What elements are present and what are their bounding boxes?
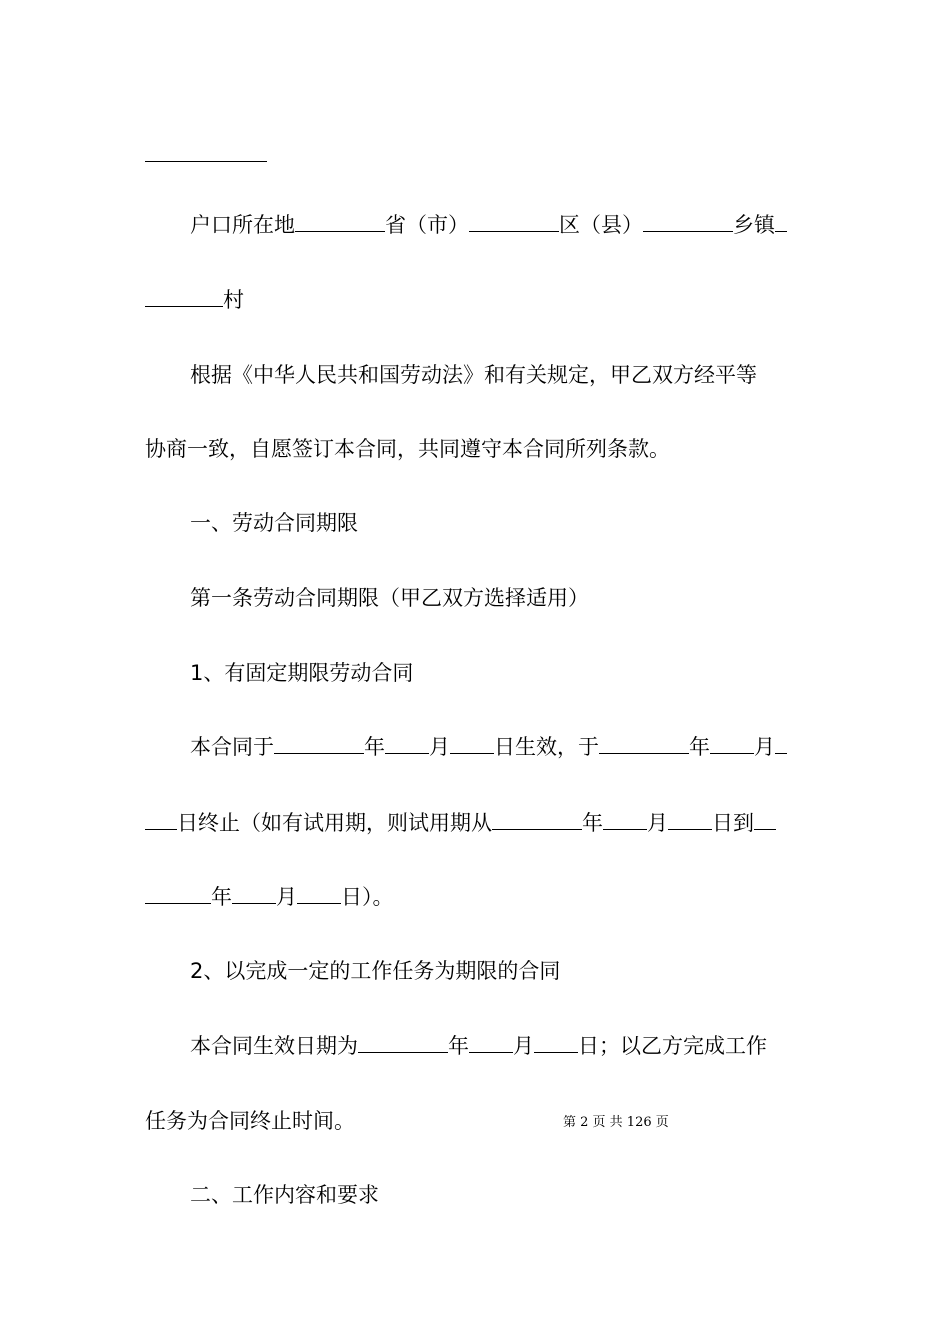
fill-blank-task-year	[358, 1032, 448, 1053]
label-district: 区（县）	[559, 213, 643, 237]
fill-blank-probation-month	[603, 809, 647, 830]
label-probation-month: 月	[647, 811, 668, 835]
fill-blank-province	[295, 211, 385, 232]
page-number: 第 2 页 共 126 页	[563, 1115, 669, 1130]
fill-blank-end-day-start	[775, 733, 787, 754]
probation-end-line	[145, 882, 815, 912]
fill-blank-year	[274, 733, 364, 754]
label-village: 村	[223, 288, 244, 312]
label-month: 月	[429, 735, 450, 759]
blank-line-1	[145, 140, 815, 170]
label-effective: 日生效，于	[494, 735, 599, 759]
fill-blank-township	[643, 211, 733, 232]
fill-blank-village	[145, 286, 223, 307]
section-heading-2: 二、工作内容和要求	[190, 1183, 379, 1207]
contract-effective-line	[190, 732, 815, 762]
label-task-year: 年	[448, 1034, 469, 1058]
household-registration-line	[190, 210, 815, 240]
paragraph-basis-line-2: 协商一致，自愿签订本合同，共同遵守本合同所列条款。	[145, 437, 670, 461]
label-task-month: 月	[513, 1034, 534, 1058]
label-effective-date: 本合同生效日期为	[190, 1034, 358, 1058]
label-probation-end-year: 年	[211, 885, 232, 909]
paragraph-basis-line-1: 根据《中华人民共和国劳动法》和有关规定，甲乙双方经平等	[190, 363, 757, 387]
item-1-heading: 1、有固定期限劳动合同	[190, 661, 414, 685]
fill-blank-probation-end-day	[297, 883, 341, 904]
fill-blank	[145, 141, 267, 162]
label-probation-year: 年	[582, 811, 603, 835]
fill-blank-probation-year	[492, 809, 582, 830]
contract-termination-line	[145, 808, 815, 838]
task-contract-line-2: 任务为合同终止时间。	[145, 1109, 355, 1133]
fill-blank-probation-day	[668, 809, 712, 830]
article-1-heading: 第一条劳动合同期限（甲乙双方选择适用）	[190, 586, 589, 610]
fill-blank-end-month	[710, 733, 754, 754]
label-year: 年	[364, 735, 385, 759]
section-heading-1: 一、劳动合同期限	[190, 511, 358, 535]
label-task-completion: 日；以乙方完成工作	[578, 1034, 767, 1058]
fill-blank-probation-end-year-start	[754, 809, 776, 830]
fill-blank-village-start	[775, 211, 787, 232]
label-end-year: 年	[689, 735, 710, 759]
label-household-location: 户口所在地	[190, 213, 295, 237]
fill-blank-task-month	[469, 1032, 513, 1053]
label-province: 省（市）	[385, 213, 469, 237]
label-probation-end-month: 月	[276, 885, 297, 909]
village-line	[145, 285, 815, 315]
item-2-heading: 2、以完成一定的工作任务为期限的合同	[190, 959, 561, 983]
fill-blank-day	[450, 733, 494, 754]
label-end-month: 月	[754, 735, 775, 759]
label-probation-end-day: 日）。	[341, 885, 394, 909]
label-contract-from: 本合同于	[190, 735, 274, 759]
fill-blank-end-year	[599, 733, 689, 754]
label-township: 乡镇	[733, 213, 775, 237]
fill-blank-probation-end-year	[145, 883, 211, 904]
fill-blank-end-day	[145, 809, 177, 830]
label-termination-probation: 日终止（如有试用期，则试用期从	[177, 811, 492, 835]
label-probation-to: 日到	[712, 811, 754, 835]
fill-blank-probation-end-month	[232, 883, 276, 904]
fill-blank-district	[469, 211, 559, 232]
task-contract-line	[190, 1031, 815, 1061]
fill-blank-task-day	[534, 1032, 578, 1053]
fill-blank-month	[385, 733, 429, 754]
